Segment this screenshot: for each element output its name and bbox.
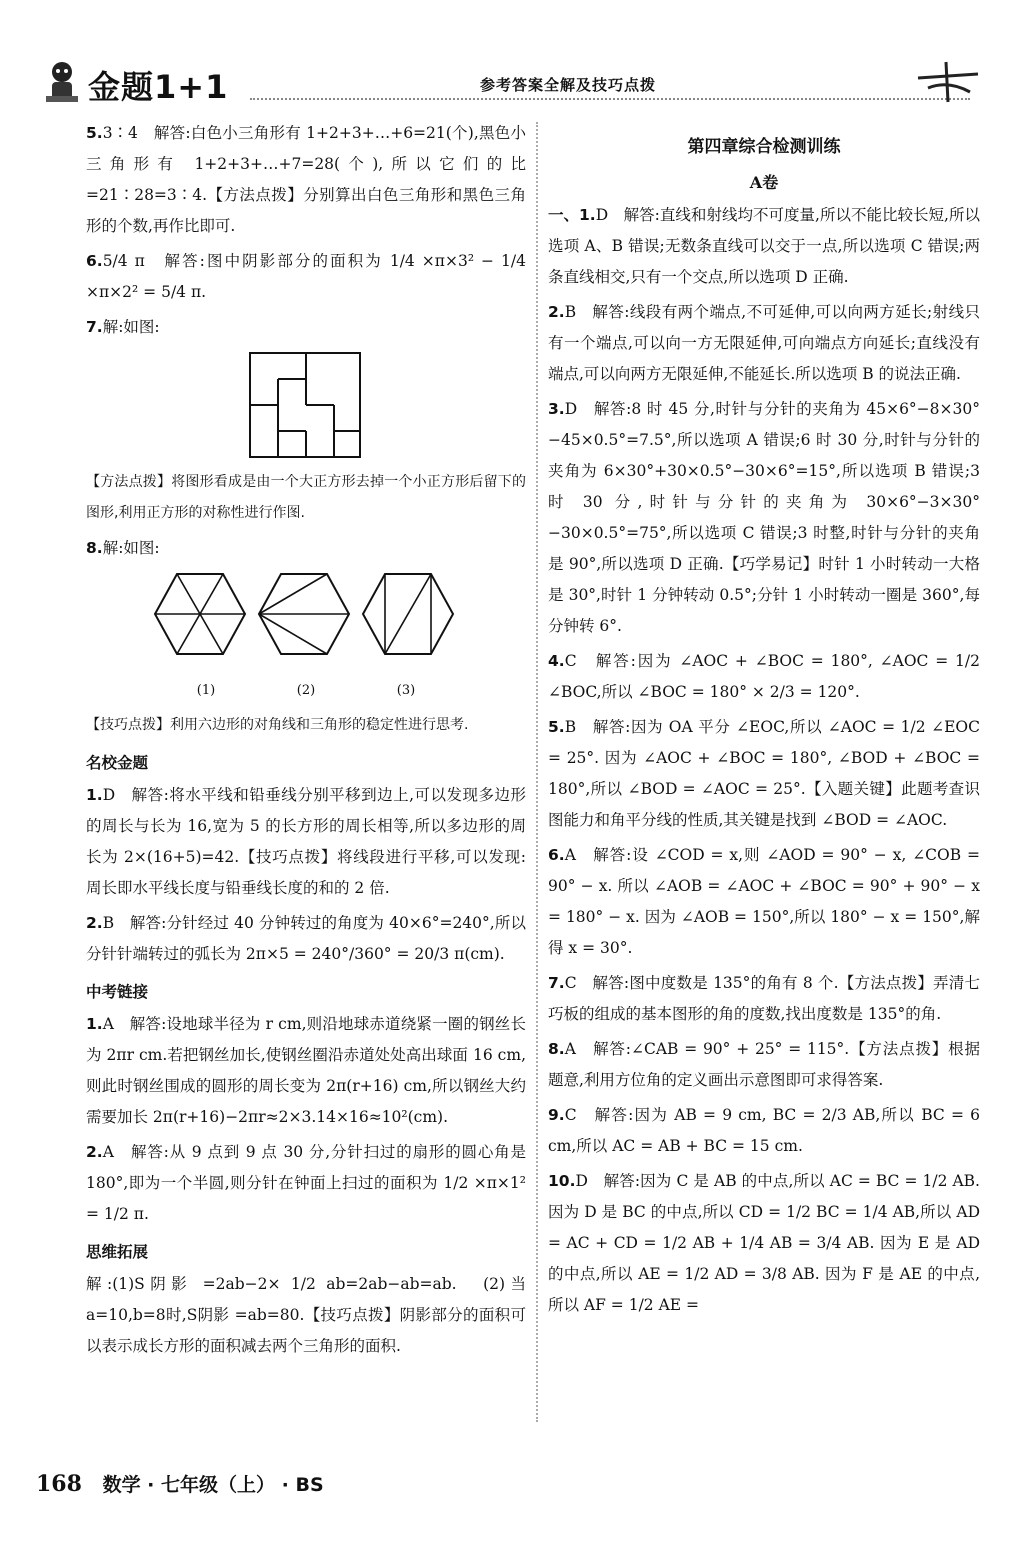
figure-label: (1) bbox=[196, 683, 216, 698]
answer-item: 3.D 解答:8 时 45 分,时针与分针的夹角为 45×6°−8×30°−45×0.5°=7.5°,所以选项 A 错误;6 时 30 分,时针与分针的夹角为 6×30°+30×0.5°−30×6°=15°,所以选项 B 错误;3 时 30 分,时针与分针的夹角为 30×6°−3×30°−30×0.5°=75°,所以选项 C 错误;3 时整,时针与分针的夹角是 90°,所以选项 D 正确.【巧学易记】时针 1 小时转动一大格是 30°,时针 1 分钟转动 0.5°;分针 1 小时转动一圈是 360°,每分钟转 6°. bbox=[548, 400, 980, 635]
column-divider bbox=[536, 122, 538, 1422]
book-title: 数学 · 七年级（上） · BS bbox=[102, 1474, 324, 1496]
chapter-title: 第四章综合检测训练 bbox=[687, 137, 841, 157]
skill-tip: 【技巧点拨】利用六边形的对角线和三角形的稳定性进行思考. bbox=[86, 717, 469, 733]
left-column bbox=[86, 118, 526, 1366]
answer-item: 10.D 解答:因为 C 是 AB 的中点,所以 AC = BC = 1/2 AB. 因为 D 是 BC 的中点,所以 CD = 1/2 BC = 1/4 AB,所以 AD = AC + CD = 1/2 AB + 1/4 AB = 3/4 AB. 因为 E 是 AD 的中点,所以 AE = 1/2 AD = 3/8 AB. 因为 F 是 AE 的中点,所以 AF = 1/2 AE = bbox=[548, 1172, 980, 1314]
section-title: 中考链接 bbox=[86, 982, 149, 1001]
answer-item: 5.3∶4 解答:白色小三角形有 1+2+3+…+6=21(个),黑色小三角形有 1+2+3+…+7=28(个),所以它们的比=21∶28=3∶4.【方法点拨】分别算出白色三角形和黑色三角形的个数,再作比即可. bbox=[86, 124, 526, 235]
volume-title: A卷 bbox=[749, 173, 779, 192]
answer-item: 1.A 解答:设地球半径为 r cm,则沿地球赤道绕紧一圈的钢丝长为 2πr cm.若把钢丝加长,使钢丝圈沿赤道处处高出球面 16 cm,则此时钢丝围成的圆形的周长变为 2π(r+16) cm,所以钢丝大约需要加长 2π(r+16)−2πr≈2×3.14×16≈10²(cm). bbox=[86, 1015, 526, 1126]
answer-item: 7.解:如图: bbox=[86, 318, 160, 336]
answer-item: 2.B 解答:分针经过 40 分钟转过的角度为 40×6°=240°,所以分针针端转过的弧长为 2π×5 = 240°/360° = 20/3 π(cm). bbox=[86, 914, 526, 963]
answer-item: 4.C 解答:因为 ∠AOC + ∠BOC = 180°, ∠AOC = 1/2 ∠BOC,所以 ∠BOC = 180° × 2/3 = 120°. bbox=[548, 652, 980, 701]
answer-item: 解:(1)S阴影 =2ab−2× 1/2 ab=2ab−ab=ab. (2)当a=10,b=8时,S阴影 =ab=80.【技巧点拨】阴影部分的面积可以表示成长方形的面积减去两个三角形的面积. bbox=[86, 1275, 526, 1355]
right-column bbox=[548, 118, 980, 1325]
page-header bbox=[40, 58, 990, 106]
answer-item: 2.A 解答:从 9 点到 9 点 30 分,分针扫过的扇形的圆心角是 180°,即为一个半圆,则分针在钟面上扫过的面积为 1/2 ×π×1² = 1/2 π. bbox=[86, 1143, 526, 1223]
brand-logo: 金题1+1 bbox=[88, 68, 229, 106]
header-divider bbox=[250, 98, 970, 100]
method-tip: 【方法点拨】将图形看成是由一个大正方形去掉一个小正方形后留下的图形,利用正方形的对称性进行作图. bbox=[86, 474, 526, 521]
header-subtitle: 参考答案全解及技巧点拨 bbox=[480, 76, 657, 94]
page-footer bbox=[36, 1470, 324, 1497]
mascot-icon bbox=[40, 58, 84, 106]
figure-8-hexagons bbox=[86, 568, 526, 706]
answer-item: 7.C 解答:图中度数是 135°的角有 8 个.【方法点拨】弄清七巧板的组成的基本图形的角的度数,找出度数是 135°的角. bbox=[548, 974, 980, 1023]
answer-item: 8.A 解答:∠CAB = 90° + 25° = 115°.【方法点拨】根据题意,利用方位角的定义画出示意图即可求得答案. bbox=[548, 1040, 980, 1089]
answer-item: 8.解:如图: bbox=[86, 539, 160, 557]
answer-item: 6.5/4 π 解答:图中阴影部分的面积为 1/4 ×π×3² − 1/4 ×π×2² = 5/4 π. bbox=[86, 252, 526, 301]
section-title: 名校金题 bbox=[86, 753, 149, 772]
answer-item: 5.B 解答:因为 OA 平分 ∠EOC,所以 ∠AOC = 1/2 ∠EOC = 25°. 因为 ∠AOC + ∠BOC = 180°, ∠BOD + ∠BOC = 180°,所以 ∠BOD = ∠AOC = 25°.【入题关键】此题考查识图能力和角平分线的性质,其关键是找到 ∠BOD = ∠AOC. bbox=[548, 718, 980, 829]
answer-item: 一、1.D 解答:直线和射线均不可度量,所以不能比较长短,所以选项 A、B 错误;无数条直线可以交于一点,所以选项 C 错误;两条直线相交,只有一个交点,所以选项 D 正确. bbox=[548, 206, 980, 286]
answer-item: 6.A 解答:设 ∠COD = x,则 ∠AOD = 90° − x, ∠COB = 90° − x. 所以 ∠AOB = ∠AOC + ∠BOC = 90° + 90° − x = 180° − x. 因为 ∠AOB = 150°,所以 180° − x = 150°,解得 x = 30°. bbox=[548, 846, 980, 957]
answer-item: 2.B 解答:线段有两个端点,不可延伸,可以向两方延长;射线只有一个端点,可以向一方无限延伸,可向端点方向延长;直线没有端点,可以向两方无限延伸,不能延长.所以选项 B 的说法正确. bbox=[548, 303, 980, 383]
decorative-calligraphy-icon bbox=[908, 58, 988, 106]
answer-item: 1.D 解答:将水平线和铅垂线分别平移到边上,可以发现多边形的周长与长为 16,宽为 5 的长方形的周长相等,所以多边形的周长为 2×(16+5)=42.【技巧点拨】将线段进行平移,可以发现:周长即水平线长度与铅垂线长度的和的 2 倍. bbox=[86, 786, 526, 897]
page-number: 168 bbox=[36, 1471, 82, 1497]
figure-label: (2) bbox=[296, 683, 316, 698]
figure-label: (3) bbox=[396, 683, 416, 698]
hexagon-figures bbox=[151, 568, 461, 664]
section-title: 思维拓展 bbox=[86, 1242, 149, 1261]
figure-7-squares bbox=[246, 349, 366, 461]
answer-item: 9.C 解答:因为 AB = 9 cm, BC = 2/3 AB,所以 BC = 6 cm,所以 AC = AB + BC = 15 cm. bbox=[548, 1106, 980, 1155]
